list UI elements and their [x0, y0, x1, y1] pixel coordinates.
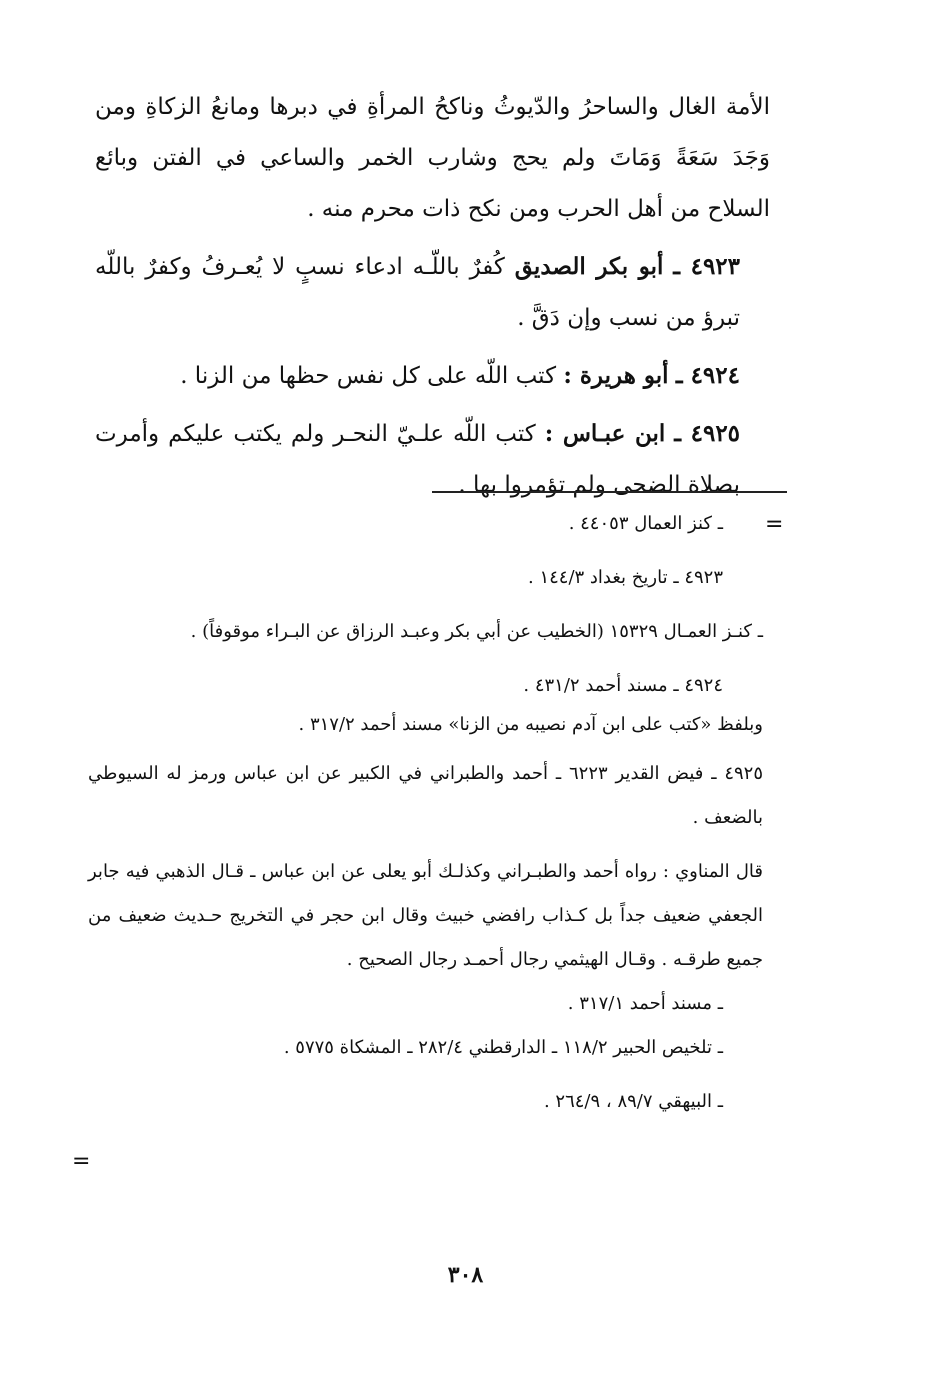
continuation-mark-top: = [765, 512, 784, 537]
footnote-line: ـ البيهقي ٨٩/٧ ، ٢٦٤/٩ . [543, 1091, 723, 1112]
hadith-4924 [95, 350, 770, 402]
footnote-line: ـ كنـز العمـال ١٥٣٢٩ (الخطيب عن أبي بكر وعبـد الرزاق عن البـراء موقوفاً) . [190, 621, 763, 642]
footnote-line: قال المناوي : رواه أحمد والطبـراني وكذلـك أبو يعلى عن ابن عباس ـ قـال الذهبي فيه جابر الجعفي ضعيف جداً بل كـذاب رافضي خبيث وقال ابن حجر في التخريج حـديث ضعيف من جميع طرقـه . وقـال الهيثمي رجال أحمـد رجال الصحيح . [88, 861, 763, 970]
footnote-line: ـ تلخيص الحبير ١١٨/٢ ـ الدارقطني ٢٨٢/٤ ـ المشكاة ٥٧٧٥ . [283, 1037, 723, 1058]
hadith-narrator: أبو هريرة : [563, 362, 669, 389]
hadith-4925 [95, 408, 770, 511]
hadith-number: ٤٩٢٤ ـ [675, 362, 740, 389]
footnote-line: ـ كنز العمال ٤٤٠٥٣ . [568, 513, 723, 534]
footnote-line: وبلفظ «كتب على ابن آدم نصيبه من الزنا» مسند أحمد ٣١٧/٢ . [298, 714, 763, 735]
footnote-line: ٤٩٢٤ ـ مسند أحمد ٤٣١/٢ . [523, 675, 723, 696]
main-text [95, 82, 770, 511]
hadith-number: ٤٩٢٣ ـ [673, 253, 741, 280]
hadith-4923 [95, 241, 770, 344]
footnote-line: ٤٩٢٣ ـ تاريخ بغداد ١٤٤/٣ . [527, 567, 723, 588]
hadith-text: كتب اللّه علـيّ النحـر ولم يكتب عليكم وأمرت بصلاة الضحى ولم تؤمروا بها . [95, 421, 740, 498]
hadith-text: كتب اللّه على كل نفس حظها من الزنا . [180, 363, 557, 389]
footnotes [88, 502, 763, 1124]
hadith-narrator: ابن عبـاس : [544, 420, 666, 447]
footnote-separator [432, 491, 787, 493]
hadith-number: ٤٩٢٥ ـ [674, 420, 741, 447]
page-number: ٣٠٨ [447, 1262, 484, 1288]
hadith-text: كُفرٌ باللّـه ادعاء نسبٍ لا يُعـرفُ وكفرٌ باللّه تبرؤ من نسب وإن دَقَّ . [95, 254, 740, 331]
continuation-paragraph: الأمة الغال والساحرُ والدّيوثُ وناكحُ المرأةِ في دبرها ومانعُ الزكاةِ ومن وَجَدَ سَعَةً وَمَاتَ ولم يحج وشارب الخمر والساعي في الفتن وبائع السلاح من أهل الحرب ومن نكح ذات محرم منه . [95, 94, 770, 222]
hadith-narrator: أبو بكر الصديق [514, 253, 664, 280]
footnote-line: ٤٩٢٥ ـ فيض القدير ٦٢٢٣ ـ أحمد والطبراني في الكبير عن ابن عباس ورمز له السيوطي بالضعف . [88, 763, 763, 828]
footnote-line: ـ مسند أحمد ٣١٧/١ . [567, 993, 723, 1014]
continuation-mark-bottom: = [72, 1149, 91, 1174]
